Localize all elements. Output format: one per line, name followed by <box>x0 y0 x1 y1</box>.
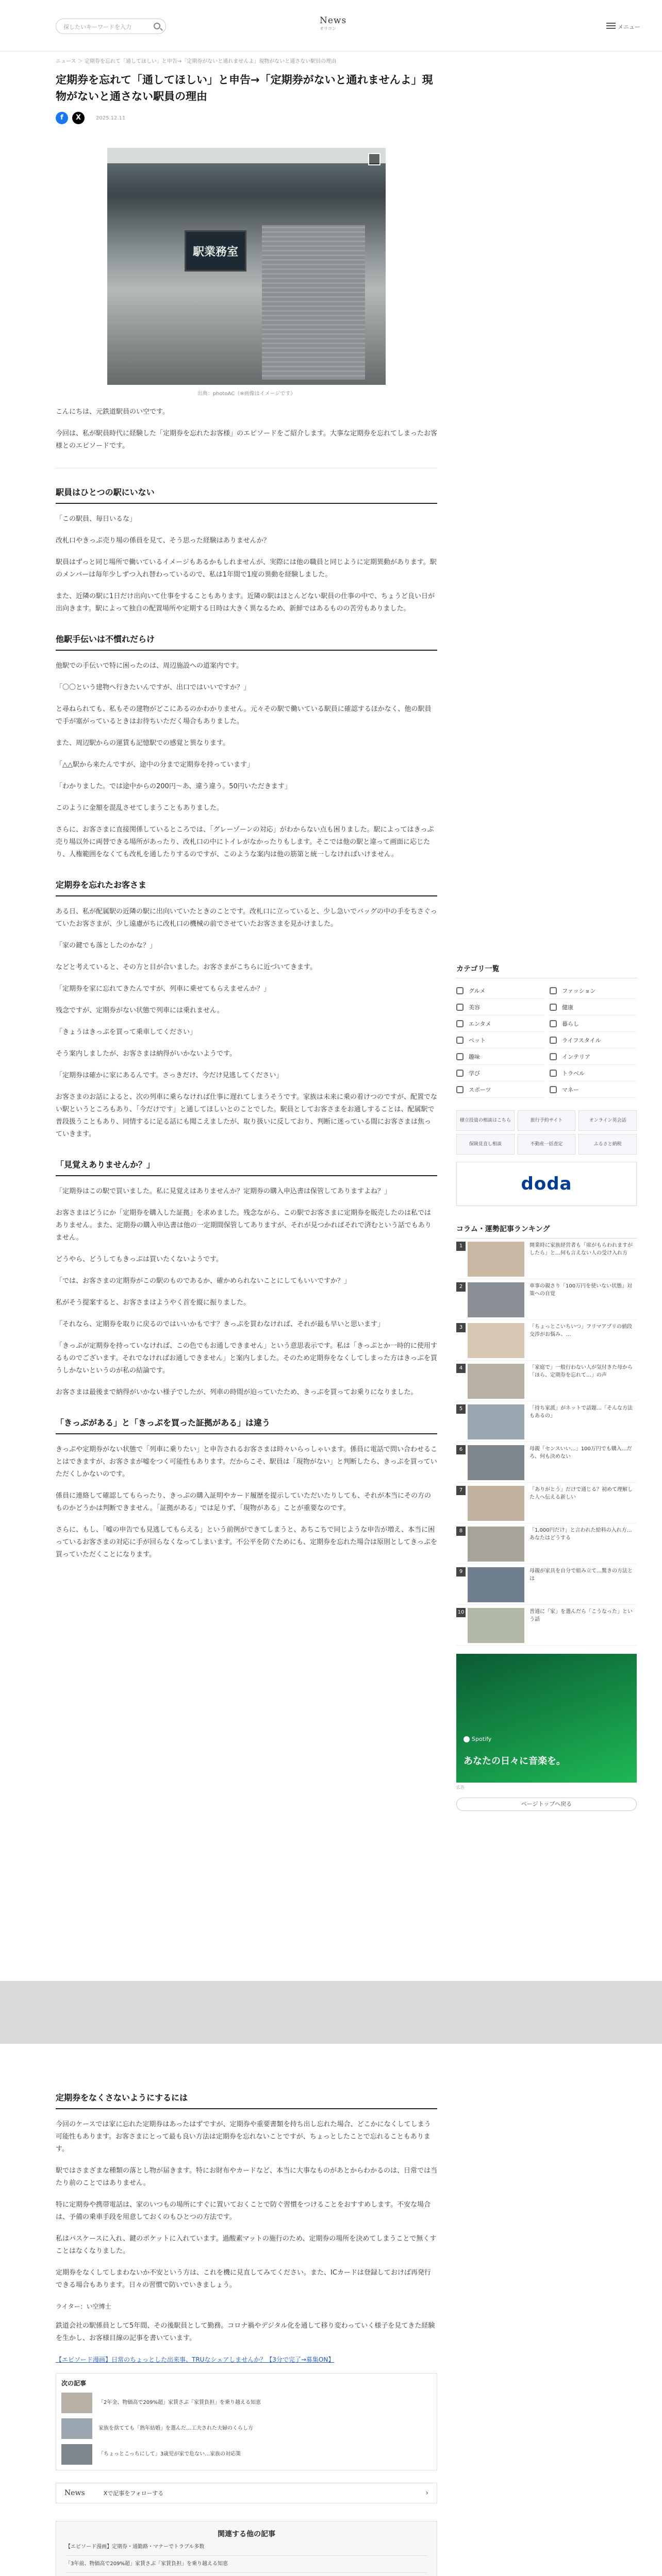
page-top-button[interactable]: ページトップへ戻る <box>456 1798 637 1811</box>
related-list <box>65 2539 427 2576</box>
next-text: 家族を捨てても「熟年結婚」を選んだ…工夫された夫婦のくらし方 <box>98 2426 253 2431</box>
category-icon <box>456 1004 464 1011</box>
category-label: 学び <box>469 1070 480 1077</box>
hero-image <box>107 148 386 385</box>
paragraph: お客さまのお話によると、次の列車に乗らなければ仕事に遅れてしまうそうです。家族は未来に乗の着けつのですが、配置でない駅というところもあり、「今だけです」と通してほしいとのことでした。駅員としてお客さまをお通しすることは、配属駅で普段扱うこともあり、同情するに足る話にも聞こえましたが、取り扱いに反しており、判断に迷っている間にお客さまは焦っていきます。 <box>56 1093 437 1138</box>
ad-banner[interactable]: 旅行予約サイト <box>518 1110 576 1131</box>
category-label: 趣味 <box>469 1053 480 1060</box>
follow-logo: News <box>64 2489 85 2497</box>
category-item[interactable] <box>550 1032 637 1048</box>
article-continued <box>56 2074 437 2576</box>
paragraph: お客さまはどうにか「定期券を購入した証拠」を求めました。残念ながら、この駅でお客さまに定期券を販売したのは私ではありません。また、定期券の購入申込書は他の一定期間保管してありますが、それが見つかればそれで済むという話でもありません。 <box>56 1209 432 1242</box>
ranking-text: 「ありがとう」だけで通じる？初めて理解した人へ伝える新しい <box>529 1487 633 1500</box>
paragraph: 係員に連絡して確認してもらったり、きっぷの購入証明やカード履歴を提示していただいたりしても、それが本当にその方のものかどうかは判断できません。「証拠がある」では足りず、「現物がある」ことが重要なのです。 <box>56 1492 432 1512</box>
category-label: マネー <box>562 1086 579 1093</box>
paragraph: また、近隣の駅に1日だけ出向いて仕事をすることもあります。近隣の駅はほとんどない駅員の仕事の中で、ちょうど良い日が出向きます。駅によって独自の配置場所や定期する日時は大きく異なるため、新鮮ではあるものの苦労もありました。 <box>56 592 435 613</box>
related-item[interactable]: 【エピソード漫画】定期券・通勤路・マナーでトラブル多数 <box>65 2539 427 2556</box>
paragraph: 「この駅員、毎日いるな」 <box>56 515 137 523</box>
ad-banner[interactable]: オンライン英会話 <box>578 1110 637 1131</box>
ranking-title: コラム・運勢記事ランキング <box>456 1224 637 1239</box>
station-office-sign: 駅業務室 <box>185 230 246 272</box>
category-item[interactable] <box>456 1032 543 1048</box>
ranking-item[interactable] <box>456 1320 637 1361</box>
paragraph: 定期券をなくしてしまわないか不安という方は、これを機に見直してみてください。また、ICカードは登録しておけば再発行できる場合もあります。日々の習慣で防いでいきましょう。 <box>56 2269 431 2289</box>
related-item[interactable] <box>65 2573 427 2576</box>
paragraph: そう案内しましたが、お客さまは納得がいかないようです。 <box>56 1050 236 1058</box>
paragraph: 「それなら、定期券を取りに戻るのではいいかもです？きっぷを買わなければ、それが最も早いと思います」 <box>56 1320 385 1328</box>
category-list <box>456 982 637 1098</box>
paragraph: 私はパスケースに入れ、鍵のポケットに入れています。過酸素マットの施行のため、定期券の場所を決めてしまうことで無くすことはなくなりました。 <box>56 2235 437 2255</box>
ranking-text: 「ちょっとこいちいつ」フリマアプリの値段交渉がお悩み、… <box>529 1324 632 1337</box>
paragraph: 「定期券は確かに家にあるんです。さっきだけ、今だけ見逃してください」 <box>56 1072 283 1079</box>
category-title: カテゴリ一覧 <box>456 963 637 978</box>
ranking-thumbnail <box>468 1445 524 1480</box>
category-item[interactable] <box>550 1048 637 1065</box>
ad-band <box>0 1981 662 2044</box>
category-icon <box>456 1020 464 1027</box>
rank-number: 1 <box>456 1242 466 1251</box>
related-item[interactable]: 「3年前、物価高で209%超」家賃さぶ「家賃負担」を乗り越える知恵 <box>65 2556 427 2573</box>
paragraph: 他駅での手伝いで特に困ったのは、周辺施設への道案内です。 <box>56 662 243 670</box>
publish-date: 2025.12.11 <box>96 115 126 121</box>
ranking-thumbnail <box>468 1242 524 1277</box>
category-label: 暮らし <box>562 1020 579 1027</box>
feature-link[interactable]: 【エピソード漫画】日常のちょっとした出来事、TRUなシェアしませんか？【3分で完了→募集ON】 <box>56 2356 335 2363</box>
rank-number: 7 <box>456 1486 466 1495</box>
related-articles <box>56 2521 437 2576</box>
section-heading: 「きっぷがある」と「きっぷを買った証拠がある」は違う <box>56 1416 437 1434</box>
ranking-item[interactable] <box>456 1483 637 1523</box>
paragraph: 「家の鍵でも落としたのかな？」 <box>56 942 157 950</box>
category-icon <box>456 987 464 994</box>
category-item[interactable] <box>550 1065 637 1081</box>
rank-number: 4 <box>456 1364 466 1373</box>
ad-banner[interactable]: 積立投資の相談はこちら <box>456 1110 515 1131</box>
ranking-text: 普通に「家」を選んだら「こうなった」という話 <box>529 1609 633 1622</box>
category-label: ペット <box>469 1037 486 1044</box>
paragraph: 「定期券を家に忘れてきたんですが、列車に乗せてもらえませんか？」 <box>56 985 271 993</box>
spotify-ad[interactable] <box>456 1654 637 1783</box>
paragraph: 「では、お客さまの定期券がこの駅のものであるか、確かめられないことにしてもいいですか？」 <box>56 1277 351 1285</box>
paragraph: 残念ですが、定期券がない状態で列車には乗れません。 <box>56 1007 224 1014</box>
rank-number: 10 <box>456 1608 466 1617</box>
category-label: グルメ <box>469 987 486 994</box>
category-item[interactable] <box>550 999 637 1015</box>
spotify-logo <box>464 1736 491 1742</box>
ranking-thumbnail <box>468 1608 524 1643</box>
category-icon <box>550 1070 557 1077</box>
next-articles <box>56 2373 437 2470</box>
section-heading: 定期券をなくさないようにするには <box>56 2091 437 2109</box>
hamburger-icon[interactable] <box>606 23 616 29</box>
section-heading: 定期券を忘れたお客さま <box>56 878 437 896</box>
paragraph: 私がそう提案すると、お客さまはようやく首を縦に振りました。 <box>56 1299 251 1307</box>
ranking-text: 車事の親さり「100万円を使いない状態」対策への自覚 <box>529 1283 633 1297</box>
ad-label: 広告 <box>456 1785 465 1790</box>
facebook-share-icon[interactable]: f <box>56 112 68 124</box>
article-meta <box>56 112 437 124</box>
category-item[interactable] <box>550 1015 637 1032</box>
ranking-thumbnail <box>468 1404 524 1439</box>
follow-text: Xで記事をフォローする <box>103 2490 164 2497</box>
section-heading: 他駅手伝いは不慣れだらけ <box>56 633 437 651</box>
category-icon <box>456 1070 464 1077</box>
rank-number: 6 <box>456 1445 466 1454</box>
paragraph: さらに、もし、「嘘の申告でも見逃してもらえる」という前例ができてしまうと、あちこちで同じような申告が増え、本当に困っているお客さまの対応に手が回らなくなってしまいます。不公平を防ぐためにも、定期券を忘れた場合は原則としてきっぷを買っていただくことになります。 <box>56 1526 437 1558</box>
doda-banner[interactable]: doda <box>456 1162 637 1206</box>
ranking-thumbnail <box>468 1567 524 1602</box>
spotify-icon <box>464 1736 470 1742</box>
paragraph: などと考えていると、その方と目が合いました。お客さまがこちらに近づいてきます。 <box>56 963 317 971</box>
category-icon <box>550 1020 557 1027</box>
ranking-thumbnail <box>468 1486 524 1521</box>
logo-sub: オリコン <box>320 26 336 31</box>
ranking-text: 「持ち家派」がネットで話題…「そんな方法もあるの」 <box>529 1405 633 1419</box>
paragraph: お客さまは最後まで納得がいかない様子でしたが、列車の時間が迫っていたため、きっぷを買ってお乗りになりました。 <box>56 1388 418 1396</box>
ranking-text: 開業時に家族経営者も「席がもらわれますがしたら」と…何も言えない人の受け入れ方 <box>529 1243 633 1256</box>
page-title: 定期券を忘れて「通してほしい」と申告→「定期券がないと通れませんよ」現物がないと通さない駅員の理由 <box>56 74 433 103</box>
intro-paragraph: 今回は、私が駅員時代に経験した「定期券を忘れたお客様」のエピソードをご紹介します。大事な定期券を忘れてしまったお客様とのエピソードです。 <box>56 430 437 450</box>
paragraph: 今回のケースでは家に忘れた定期券はあったはずですが、定期券や重要書類を持ち出し忘れた場合、どこかになくしてしまう可能性もあります。お客さまにとって最も良い方法は定期券を忘れないことですが、ちょっとしたことで忘れることもあります。 <box>56 2121 431 2153</box>
rank-number: 8 <box>456 1527 466 1536</box>
breadcrumb[interactable]: ニュース ＞ 定期券を忘れて「通してほしい」と申告→「定期券がないと通れませんよ」現物がないと通さない駅員の理由 <box>56 59 337 64</box>
category-item[interactable] <box>456 982 543 999</box>
category-label: インテリア <box>562 1053 590 1060</box>
search-input[interactable] <box>56 19 166 34</box>
section-heading: 駅員はひとつの駅にいない <box>56 486 437 504</box>
ad-grid <box>456 1110 637 1155</box>
category-icon <box>550 987 557 994</box>
writer-name: ライター：い空博士 <box>56 2303 111 2310</box>
shutter <box>262 225 365 380</box>
image-caption: 出典：photoAC（※画像はイメージです） <box>197 391 296 397</box>
category-item[interactable] <box>550 982 637 999</box>
category-item[interactable] <box>456 1048 543 1065</box>
paragraph: ある日、私が配属駅の近隣の駅に出向いていたときのことです。改札口に立っていると、少し急いでバッグの中の手をちさぐっていたお客さまが、少し遠慮がちに改札口の機械の前でさせていたお客さまを見かけました。 <box>56 908 437 928</box>
paragraph: 「定期券はこの駅で買いました。私に見覚えはありませんか？定期券の購入申込書は保管してありますよね？」 <box>56 1188 391 1195</box>
x-share-icon[interactable]: X <box>72 112 85 124</box>
rank-number: 5 <box>456 1404 466 1414</box>
paragraph: きっぷや定期券がない状態で「列車に乗りたい」と申告されるお客さまは時々いらっしゃいます。係員に電話で問い合わせることはできますが、お客さまが嘘をつく可能性もあります。だからこそ、駅員は「現物がない」と判断したら、きっぷを買っていただくしかないのです。 <box>56 1446 437 1478</box>
site-logo[interactable] <box>320 15 346 31</box>
next-item[interactable] <box>61 2418 432 2439</box>
rank-number: 2 <box>456 1282 466 1292</box>
next-thumbnail <box>61 2393 92 2413</box>
next-list <box>61 2393 432 2465</box>
paragraph: 駅ではさまざまな種類の落とし物が届きます。特にお財布やカードなど、本当に大事なものがあとからわかるのは、日常では当たり前のことではありません。 <box>56 2167 437 2187</box>
category-label: ライフスタイル <box>562 1037 601 1044</box>
paragraph: と尋ねられても、私もその建物がどこにあるのかわかりません。元々その駅で働いている駅員に確認するほかなく、他の駅員で手が塞がっているときはお待ちいただく場合もありました。 <box>56 705 432 725</box>
paragraph: どうやら、どうしてもきっぷは買いたくないようです。 <box>56 1256 223 1263</box>
section-heading: 「見覚えありませんか？」 <box>56 1158 437 1176</box>
ranking-thumbnail <box>468 1527 524 1562</box>
paragraph: 「△△駅から来たんですが、途中の分まで定期券を持っています」 <box>56 761 254 769</box>
ranking-item[interactable] <box>456 1523 637 1564</box>
search-icon[interactable] <box>154 23 160 29</box>
rank-number: 9 <box>456 1567 466 1577</box>
category-label: 健康 <box>562 1004 573 1011</box>
ad-banner[interactable]: 保険見直し相談 <box>456 1134 515 1155</box>
next-thumbnail <box>61 2418 92 2439</box>
spotify-copy: あなたの日々に音楽を。 <box>464 1756 566 1767</box>
next-thumbnail <box>61 2444 92 2465</box>
article-body-2 <box>56 2091 437 2292</box>
category-item[interactable] <box>456 1015 543 1032</box>
ranking-item[interactable] <box>456 1279 637 1320</box>
ranking-list <box>456 1239 637 1646</box>
rank-number: 3 <box>456 1323 466 1332</box>
writer-bio: 鉄道会社の駅係員として5年間、その後駅員として勤務。コロナ禍やデジタル化を通して移り変わっていく様子を見てきた経験を生かし、お客様目線の記事を書いています。 <box>56 2322 435 2342</box>
ranking-text: 母親が家具を自分で組み立て…驚きの方法とは <box>529 1568 633 1582</box>
paragraph: また、周辺駅からの運賃も記憶駅での感覚と異なります。 <box>56 739 229 747</box>
ranking-text: 母親「センスいい…」100万円でも購入…だろ、何も決めない <box>529 1446 632 1460</box>
related-title: 関連する他の記事 <box>218 2530 275 2538</box>
ceiling-light <box>107 148 386 163</box>
paragraph: 「〇〇という建物へ行きたいんですが、出口ではいいですか？」 <box>56 684 251 691</box>
article-body <box>56 486 437 1561</box>
ranking-thumbnail <box>468 1323 524 1358</box>
ranking-item[interactable] <box>456 1401 637 1442</box>
next-text: 「ちょっとこっちにして」3歳児が家で危ない…家族の対応策 <box>98 2451 241 2457</box>
paragraph: 改札口やきっぷ売り場の係員を見て、そう思った経験はありませんか？ <box>56 537 270 545</box>
fullscreen-icon[interactable] <box>368 153 380 165</box>
search-placeholder: 探したいキーワードを入力 <box>63 24 131 30</box>
next-text: 「2年金、物価高で209%超」家賃さぶ「家賃負担」を乗り越える知恵 <box>98 2400 261 2405</box>
ad-banner[interactable]: 不動産一括査定 <box>518 1134 576 1155</box>
paragraph: 「わかりました。では途中からの200円～あ、違う違う。50円いただきます」 <box>56 783 291 790</box>
paragraph: さらに、お客さまに直接関係しているところでは、「グレーゾーンの対応」がわからない点も困りました。駅によってはきっぷ売り場以外に両替できる場所があったり、改札口の中にトイレがなかったりもします。そこでは他の駅と違って画面に応じたり、人権範囲をなくても改札を通したりするのですが、このような案内は他の筋第と統一しなければいけません。 <box>56 826 434 858</box>
spotify-brand: Spotify <box>472 1736 492 1742</box>
category-label: スポーツ <box>469 1086 491 1093</box>
paragraph: このように金額を混乱させてしまうこともありました。 <box>56 804 224 812</box>
category-icon <box>456 1037 464 1044</box>
category-icon <box>550 1053 557 1060</box>
category-icon <box>550 1037 557 1044</box>
category-label: 美容 <box>469 1004 480 1011</box>
ad-banner[interactable]: ふるさと納税 <box>578 1134 637 1155</box>
article <box>56 52 437 1561</box>
category-icon <box>550 1086 557 1093</box>
logo-text: News <box>320 15 347 26</box>
ranking-item[interactable] <box>456 1361 637 1401</box>
category-label: ファッション <box>562 987 596 994</box>
ranking-item[interactable] <box>456 1442 637 1483</box>
follow-bar[interactable] <box>56 2483 437 2503</box>
intro-paragraph: こんにちは、元鉄道駅員のい空です。 <box>56 408 169 416</box>
ranking-item[interactable] <box>456 1564 637 1605</box>
paragraph: 「きょうはきっぷを買って乗車してください」 <box>56 1028 197 1036</box>
paragraph: 駅員はずっと同じ場所で働いているイメージもあるかもしれませんが、実際には他の職員と同じように定期異動があります。駅のメンバーは毎年少しずつ入れ替わっているので、私は1年間で1度の異動を経験しました。 <box>56 558 437 579</box>
ranking-text: 「家庭で」一般行わない人が気付きた母から「ほら、定期券を忘れて…」の声 <box>529 1365 633 1378</box>
category-label: エンタメ <box>469 1020 491 1027</box>
ranking-thumbnail <box>468 1364 524 1399</box>
category-icon <box>456 1053 464 1060</box>
next-title: 次の記事 <box>61 2380 87 2387</box>
next-item[interactable] <box>61 2393 432 2413</box>
paragraph: 「きっぷが定期券を持っていなければ、この色でもお通しできません」という意思表示です。私は「きっぷとか一時的に使用するものでございます。それでなければお通しできません」と案内しました。そのため定期券をなくしてしまった方はきっぷを買うしかないというのが私の結論です。 <box>56 1342 437 1375</box>
category-icon <box>456 1086 464 1093</box>
site-header <box>0 0 662 52</box>
chevron-right-icon: › <box>425 2489 428 2497</box>
paragraph: 特に定期券や携帯電話は、家のいつもの場所にすぐに置いておくことで防ぐ習慣をつけることをおすすめします。不安な場合は、予備の乗車手段を用意しておくのもひとつの方法です。 <box>56 2201 431 2221</box>
next-item[interactable] <box>61 2444 432 2465</box>
ranking-text: 「1,000円だけ」と言われた給料の入れ方…あなたはどうする <box>529 1528 632 1541</box>
menu-label[interactable]: メニュー <box>618 24 640 30</box>
sidebar <box>456 963 637 1811</box>
category-item[interactable] <box>550 1081 637 1098</box>
category-label: トラベル <box>562 1070 585 1077</box>
ranking-item[interactable] <box>456 1605 637 1646</box>
category-item[interactable] <box>456 999 543 1015</box>
category-item[interactable] <box>456 1081 543 1098</box>
category-item[interactable] <box>456 1065 543 1081</box>
ranking-thumbnail <box>468 1282 524 1317</box>
ranking-item[interactable] <box>456 1239 637 1279</box>
category-icon <box>550 1004 557 1011</box>
